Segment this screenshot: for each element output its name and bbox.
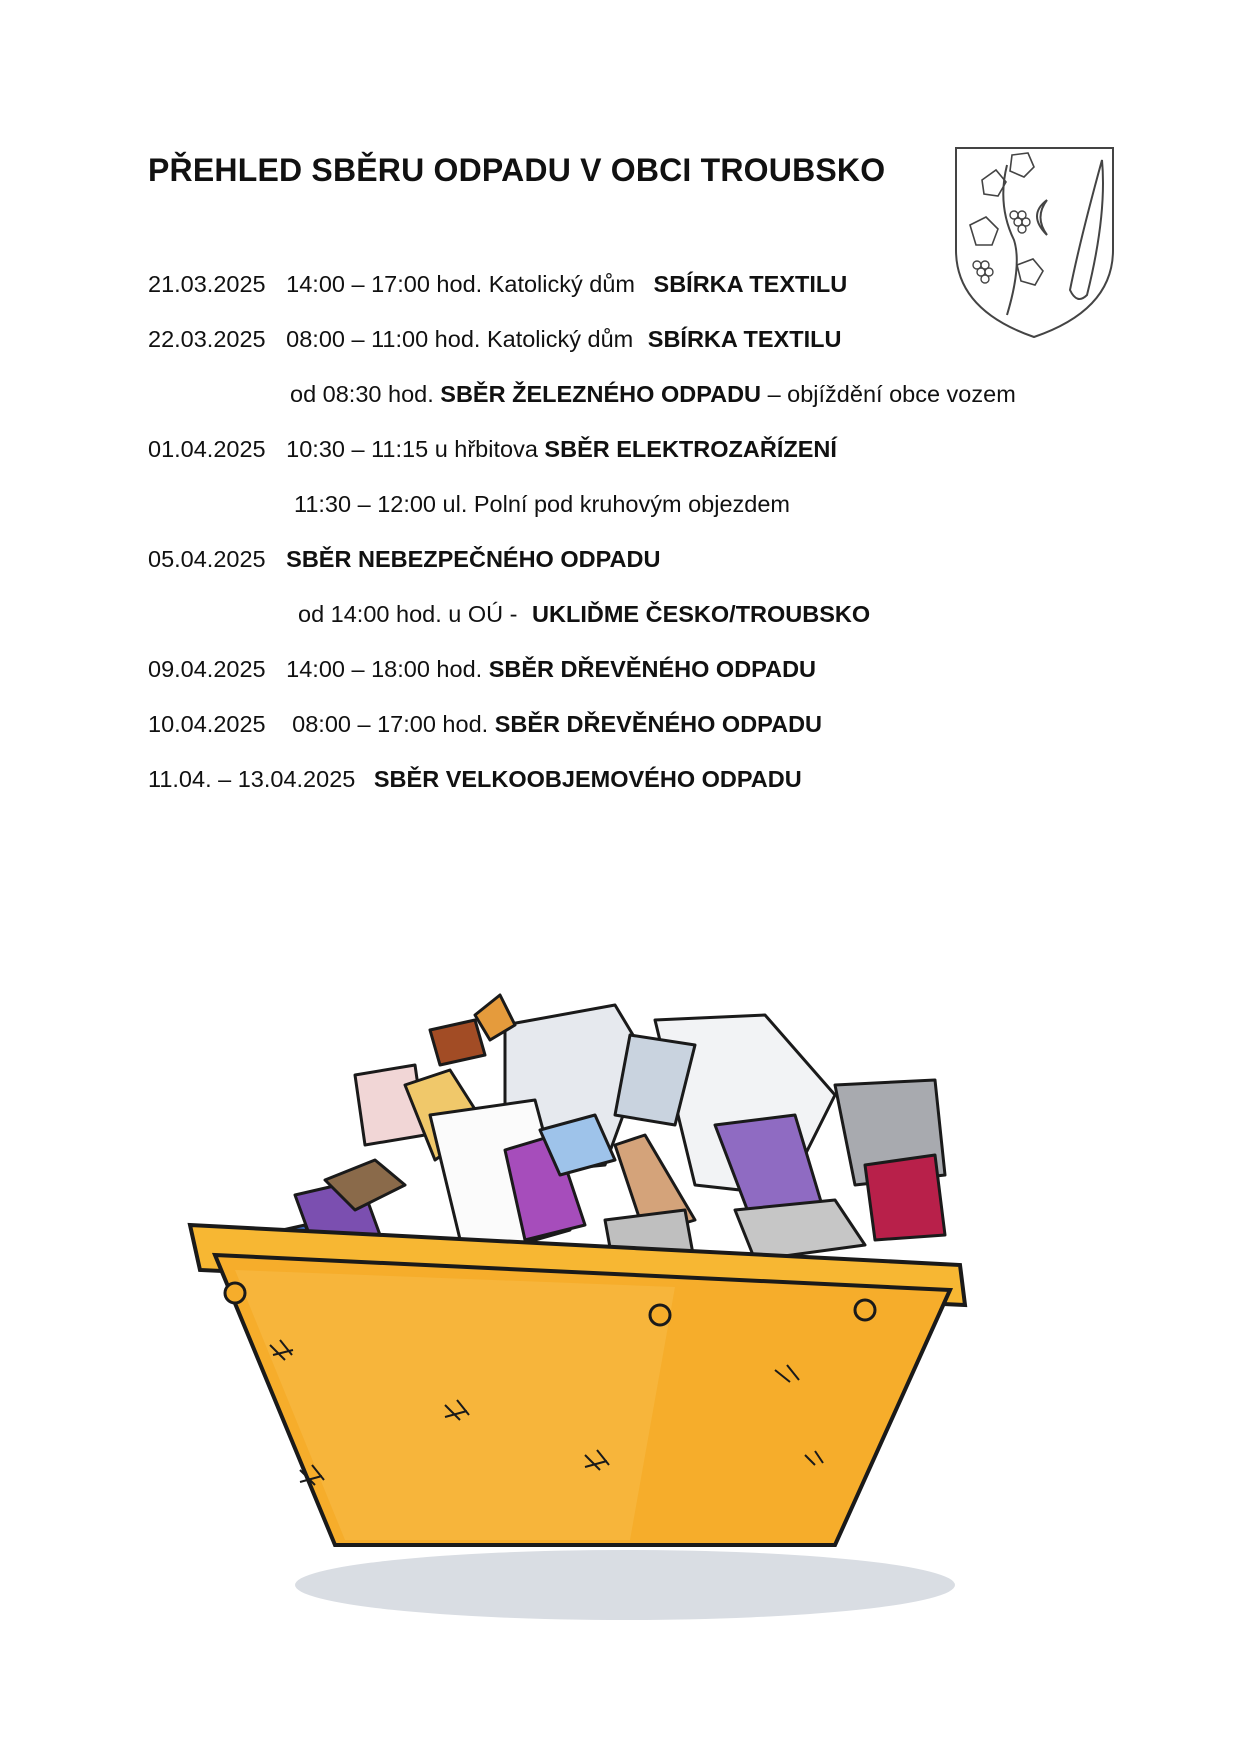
row-time: od 14:00 hod.: [298, 601, 442, 627]
row-time: 14:00 – 17:00 hod.: [286, 271, 483, 297]
row-date: 22.03.2025: [148, 326, 266, 352]
schedule-row: [148, 484, 1108, 539]
row-event: SBĚR DŘEVĚNÉHO ODPADU: [494, 711, 823, 737]
row-time: 10:30 – 11:15: [286, 436, 429, 462]
row-event: SBĚR ELEKTROZAŘÍZENÍ: [544, 436, 837, 462]
row-time: od 08:30 hod.: [290, 381, 434, 407]
row-time: 08:00 – 11:00 hod.: [286, 326, 481, 352]
row-event: SBĚR NEBEZPEČNÉHO ODPADU: [286, 546, 661, 572]
schedule-row: [148, 319, 1108, 374]
row-date: 10.04.2025: [148, 711, 266, 737]
row-date: 01.04.2025: [148, 436, 266, 462]
row-date: 05.04.2025: [148, 546, 266, 572]
row-event: SBĚR DŘEVĚNÉHO ODPADU: [488, 656, 817, 682]
waste-container-illustration: [175, 985, 1055, 1625]
schedule-row: [148, 759, 1108, 814]
row-date: 09.04.2025: [148, 656, 266, 682]
row-place: Katolický dům: [488, 271, 635, 297]
row-time: 11:30 – 12:00: [294, 491, 436, 517]
schedule-row: [148, 594, 1108, 649]
row-event: UKLIĎME ČESKO/TROUBSKO: [532, 601, 871, 627]
row-place: Katolický dům: [486, 326, 634, 352]
row-event: SBĚR VELKOOBJEMOVÉHO ODPADU: [373, 766, 802, 792]
collection-schedule: [148, 264, 1108, 814]
row-event: SBÍRKA TEXTILU: [653, 271, 848, 297]
schedule-row: [148, 264, 1108, 319]
schedule-row: [148, 429, 1108, 484]
row-date: 21.03.2025: [148, 271, 266, 297]
schedule-row: [148, 704, 1108, 759]
row-note: – objíždění obce vozem: [767, 381, 1016, 407]
schedule-row: [148, 649, 1108, 704]
row-place: u hřbitova: [434, 436, 538, 462]
schedule-row: [148, 539, 1108, 594]
row-time: 14:00 – 18:00 hod.: [286, 656, 483, 682]
page-title: PŘEHLED SBĚRU ODPADU V OBCI TROUBSKO: [148, 152, 886, 188]
row-event: SBĚR ŽELEZNÉHO ODPADU: [440, 381, 762, 407]
row-place: ul. Polní pod kruhovým objezdem: [442, 491, 790, 517]
row-time: 08:00 – 17:00 hod.: [292, 711, 489, 737]
schedule-row: [148, 374, 1108, 429]
row-date: 11.04. – 13.04.2025: [148, 766, 356, 792]
row-event: SBÍRKA TEXTILU: [647, 326, 842, 352]
row-place: u OÚ -: [448, 601, 518, 627]
